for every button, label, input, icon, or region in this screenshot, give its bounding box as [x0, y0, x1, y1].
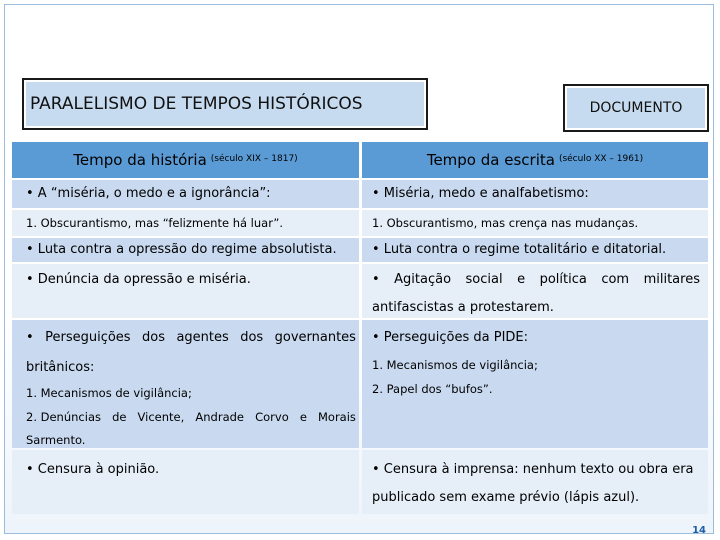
document-label	[563, 84, 709, 132]
justified-line: • Agitação social e política com militares	[372, 272, 700, 287]
table-row: 1. Obscurantismo, mas crença nas mudanças.	[362, 210, 708, 236]
table-row: • Denúncia da opressão e miséria.	[12, 264, 359, 318]
table-row: • Luta contra a opressão do regime absolutista.	[12, 238, 359, 262]
table-row: • Censura à imprensa: nenhum texto ou obra era publicado sem exame prévio (lápis azul).	[362, 450, 708, 514]
header-historia-main: Tempo da história	[73, 150, 207, 169]
table-row: • A “miséria, o medo e a ignorância”:	[12, 180, 359, 208]
slide-title	[22, 78, 428, 130]
table-row: • Perseguições da PIDE: 1. Mecanismos de vigilância; 2. Papel dos “bufos”.	[362, 320, 708, 448]
table-row: 1. Obscurantismo, mas “felizmente há luar”.	[12, 210, 359, 236]
justified-line: 2. Denúncias de Vicente, Andrade Corvo e Morais	[26, 410, 356, 424]
header-escrita-main: Tempo da escrita	[426, 150, 555, 169]
table-row: • Perseguições dos agentes dos governantes britânicos: 1. Mecanismos de vigilância; 2. Denúncias de Vicente, Andrade Corvo e Morais Sarmento.	[12, 320, 359, 448]
table-row: • Censura à opinião.	[12, 450, 359, 514]
slide-title-text: PARALELISMO DE TEMPOS HISTÓRICOS	[30, 94, 363, 114]
table-row: • Miséria, medo e analfabetismo:	[362, 180, 708, 208]
header-escrita-date: (século XX – 1961)	[558, 154, 644, 165]
document-label-text: DOCUMENTO	[589, 100, 683, 116]
header-historia-date: (século XIX – 1817)	[210, 154, 298, 165]
header-escrita	[362, 142, 708, 178]
header-historia	[12, 142, 359, 178]
page-number: 14	[692, 525, 706, 536]
justified-line: • Perseguições dos agentes dos governantes	[26, 330, 356, 345]
table-row: • Luta contra o regime totalitário e ditatorial.	[362, 238, 708, 262]
table-row: • Agitação social e política com militares antifascistas a protestarem.	[362, 264, 708, 318]
